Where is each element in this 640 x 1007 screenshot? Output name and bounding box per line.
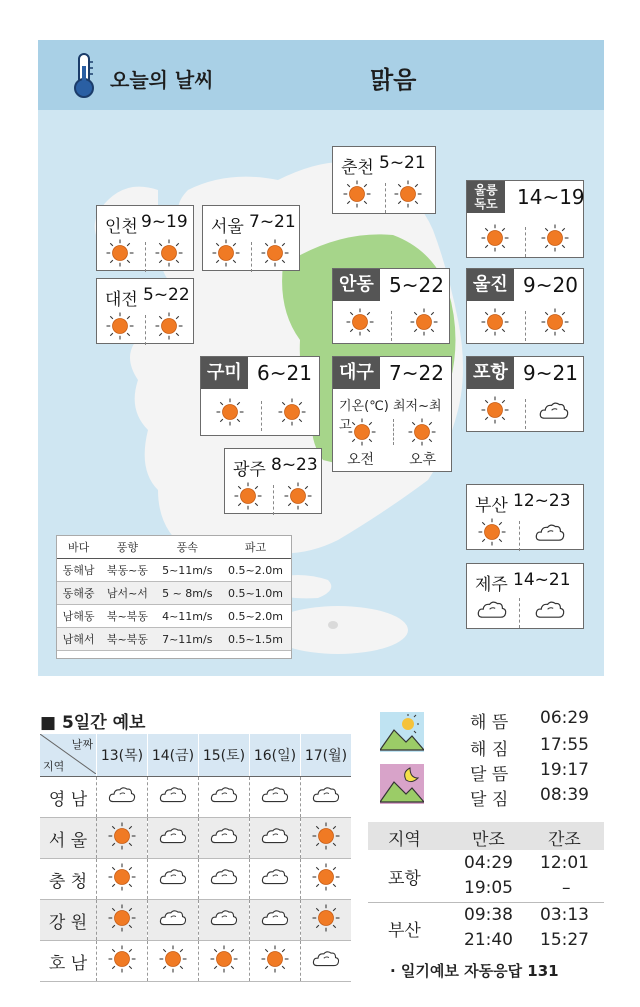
- city-card-daejeon: [96, 278, 194, 344]
- sun-icon: [480, 307, 510, 337]
- sea-cell: 동해중: [57, 582, 100, 605]
- city-card-gumi: [200, 356, 320, 436]
- tide-header-low: 간조: [548, 830, 581, 850]
- moonrise-time: 19:17: [540, 760, 589, 780]
- city-temp: 8~23: [271, 455, 318, 475]
- sun-icon: [107, 821, 137, 851]
- sun-icon: [211, 238, 241, 268]
- cloud-icon: [260, 907, 290, 929]
- sunrise-time: 06:29: [540, 708, 589, 728]
- city-temp: 6~21: [257, 361, 312, 385]
- header-bar: [38, 40, 604, 110]
- sea-cell: 남해동: [57, 605, 100, 628]
- cloud-icon: [209, 866, 239, 888]
- moonrise-label: 달 뜸: [470, 765, 509, 785]
- forecast-row: [40, 859, 351, 900]
- sun-icon: [480, 395, 510, 425]
- sun-icon: [107, 944, 137, 974]
- city-card-chuncheon: [332, 146, 436, 214]
- tide-low: –: [562, 878, 571, 898]
- tide-divider: [368, 902, 604, 903]
- sun-icon: [342, 179, 372, 209]
- sun-icon: [260, 238, 290, 268]
- cloud-icon: [311, 784, 341, 806]
- sea-cell: 북동~동: [100, 559, 154, 582]
- tide-header-region: 지역: [388, 830, 421, 850]
- forecast-row: [40, 941, 351, 982]
- cloud-icon: [158, 784, 188, 806]
- city-temp: 9~21: [523, 361, 578, 385]
- corner-bottom-label: 지역: [43, 760, 65, 773]
- cloud-icon: [537, 399, 571, 423]
- cloud-icon: [311, 948, 341, 970]
- sun-icon: [215, 397, 245, 427]
- sun-icon: [393, 179, 423, 209]
- city-card-andong: [332, 268, 450, 344]
- legend-pm: 오후: [409, 452, 437, 468]
- city-temp: 7~21: [249, 212, 296, 232]
- sun-icon: [311, 903, 341, 933]
- page-title: 오늘의 날씨: [110, 68, 214, 92]
- city-temp: 7~22: [389, 361, 444, 385]
- region-label: 호 남: [40, 941, 97, 982]
- sea-cell: 0.5~2.0m: [220, 605, 291, 628]
- sea-cell: 0.5~2.0m: [220, 559, 291, 582]
- city-card-incheon: [96, 205, 194, 271]
- sea-cell: 4~11m/s: [155, 605, 220, 628]
- sea-cell: 5 ~ 8m/s: [155, 582, 220, 605]
- city-temp: 9~19: [141, 212, 188, 232]
- forecast-row: [40, 818, 351, 859]
- forecast-row: [40, 900, 351, 941]
- city-temp: 14~21: [513, 570, 571, 590]
- sea-cell: 동해남: [57, 559, 100, 582]
- sun-icon: [311, 821, 341, 851]
- city-card-daegu: [332, 356, 452, 472]
- tide-high: 04:29: [464, 853, 513, 873]
- sunrise-label: 해 뜸: [470, 713, 509, 733]
- forecast-title: ■ 5일간 예보: [40, 713, 146, 733]
- tide-low: 12:01: [540, 853, 589, 873]
- city-card-pohang: [466, 356, 584, 432]
- table-row: [57, 559, 291, 582]
- city-card-gwangju: [224, 448, 322, 514]
- sun-icon: [277, 397, 307, 427]
- day-header: 17(월): [301, 734, 352, 777]
- city-tag: 울릉독도: [467, 181, 505, 213]
- sea-header: 풍향: [100, 536, 154, 559]
- cloud-icon: [209, 784, 239, 806]
- table-row: [57, 628, 291, 651]
- tide-place: 부산: [388, 921, 421, 941]
- tide-place: 포항: [388, 869, 421, 889]
- region-label: 충 청: [40, 859, 97, 900]
- sun-icon: [345, 307, 375, 337]
- thermometer-icon: [70, 52, 98, 100]
- footer-note: · 일기예보 자동응답 131: [390, 962, 559, 980]
- sea-cell: 남해서: [57, 628, 100, 651]
- sea-cell: 남서~서: [100, 582, 154, 605]
- sea-cell: 북~북동: [100, 605, 154, 628]
- sun-icon: [158, 944, 188, 974]
- moonset-label: 달 짐: [470, 790, 509, 810]
- forecast-table: [40, 734, 351, 982]
- city-name: 부산: [475, 496, 508, 516]
- city-name: 제주: [475, 575, 508, 595]
- city-card-seoul: [202, 205, 300, 271]
- sea-cell: 북~북동: [100, 628, 154, 651]
- day-header: 13(목): [97, 734, 148, 777]
- city-name: 서울: [211, 217, 244, 237]
- city-name: 대전: [105, 290, 138, 310]
- sun-icon: [407, 417, 437, 447]
- sunset-time: 17:55: [540, 735, 589, 755]
- moonset-time: 08:39: [540, 785, 589, 805]
- sun-icon: [311, 862, 341, 892]
- table-row: [57, 582, 291, 605]
- cloud-icon: [533, 598, 567, 622]
- tide-header-high: 만조: [472, 830, 505, 850]
- corner-top-label: 날짜: [71, 738, 93, 751]
- sun-icon: [347, 417, 377, 447]
- sea-cell: 7~11m/s: [155, 628, 220, 651]
- city-temp: 14~19: [517, 185, 585, 209]
- city-card-uljin: [466, 268, 584, 344]
- cloud-icon: [209, 907, 239, 929]
- sea-header: 바다: [57, 536, 100, 559]
- tide-high: 09:38: [464, 905, 513, 925]
- sun-icon: [105, 238, 135, 268]
- legend-label: 기온(℃) 최저~최고: [339, 399, 442, 433]
- sun-icon: [409, 307, 439, 337]
- sun-icon: [540, 223, 570, 253]
- cloud-icon: [260, 866, 290, 888]
- sea-cell: 5~11m/s: [155, 559, 220, 582]
- city-card-ulleung-dokdo: [466, 180, 584, 258]
- cloud-icon: [533, 521, 567, 545]
- sun-icon: [107, 862, 137, 892]
- city-name: 광주: [233, 460, 266, 480]
- sea-conditions-table: [56, 535, 292, 659]
- cloud-icon: [158, 866, 188, 888]
- city-tag: 울진: [467, 269, 514, 301]
- day-header: 15(토): [199, 734, 250, 777]
- city-tag: 대구: [333, 357, 380, 389]
- city-tag: 포항: [467, 357, 514, 389]
- weather-condition: 맑음: [370, 66, 417, 94]
- sunrise-icon: [380, 712, 424, 752]
- sun-icon: [260, 944, 290, 974]
- day-header: 14(금): [148, 734, 199, 777]
- city-card-busan: [466, 484, 584, 550]
- city-temp: 9~20: [523, 273, 578, 297]
- sun-icon: [233, 481, 263, 511]
- cloud-icon: [475, 598, 509, 622]
- region-label: 서 울: [40, 818, 97, 859]
- tide-low: 03:13: [540, 905, 589, 925]
- sun-icon: [477, 517, 507, 547]
- sea-cell: 0.5~1.5m: [220, 628, 291, 651]
- table-row: [57, 605, 291, 628]
- cloud-icon: [260, 825, 290, 847]
- sun-icon: [107, 903, 137, 933]
- city-card-jeju: [466, 563, 584, 629]
- tide-low: 15:27: [540, 930, 589, 950]
- sun-icon: [154, 238, 184, 268]
- sun-icon: [283, 481, 313, 511]
- city-temp: 12~23: [513, 491, 571, 511]
- cloud-icon: [107, 784, 137, 806]
- sun-icon: [154, 311, 184, 341]
- corner-header: [40, 734, 97, 777]
- tide-header: [368, 822, 604, 850]
- city-temp: 5~22: [389, 273, 444, 297]
- sea-header: 풍속: [155, 536, 220, 559]
- cloud-icon: [209, 825, 239, 847]
- region-label: 강 원: [40, 900, 97, 941]
- city-name: 춘천: [341, 158, 374, 178]
- city-temp: 5~21: [379, 153, 426, 173]
- moonrise-icon: [380, 764, 424, 804]
- city-temp: 5~22: [143, 285, 190, 305]
- sun-icon: [480, 223, 510, 253]
- cloud-icon: [158, 907, 188, 929]
- day-header: 16(일): [250, 734, 301, 777]
- sea-header: 파고: [220, 536, 291, 559]
- sun-icon: [105, 311, 135, 341]
- sun-icon: [209, 944, 239, 974]
- tide-high: 19:05: [464, 878, 513, 898]
- sunset-label: 해 짐: [470, 740, 509, 760]
- forecast-row: [40, 777, 351, 818]
- cloud-icon: [158, 825, 188, 847]
- region-label: 영 남: [40, 777, 97, 818]
- legend-am: 오전: [347, 452, 375, 468]
- cloud-icon: [260, 784, 290, 806]
- tide-high: 21:40: [464, 930, 513, 950]
- city-tag: 구미: [201, 357, 248, 389]
- sun-icon: [540, 307, 570, 337]
- city-name: 인천: [105, 217, 138, 237]
- city-tag: 안동: [333, 269, 380, 301]
- sea-cell: 0.5~1.0m: [220, 582, 291, 605]
